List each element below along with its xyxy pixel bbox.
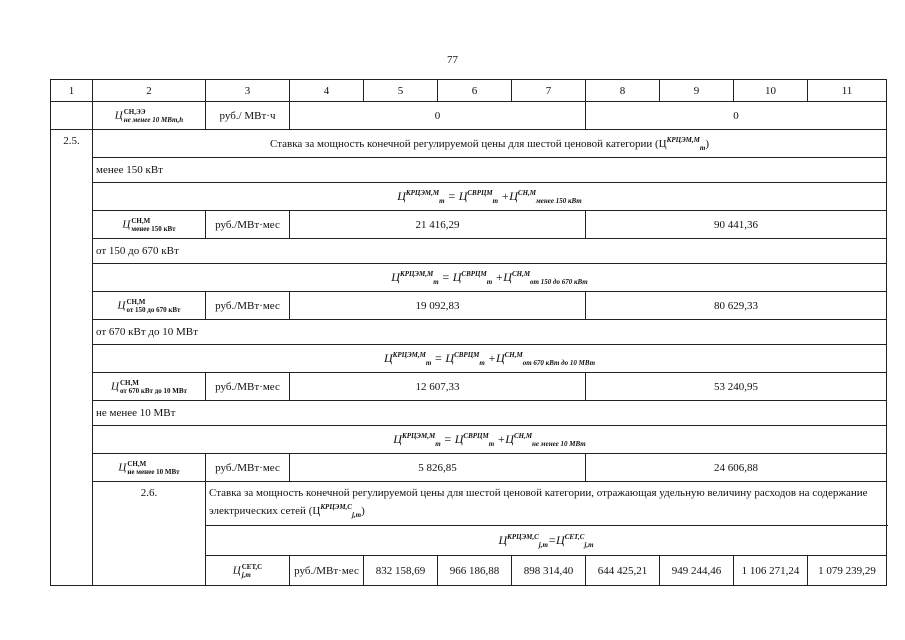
section-title: Ставка за мощность конечной регулируемой цены для шестой ценовой категории $(Ц^{КРЦЭМ,М}_m)$ bbox=[93, 130, 887, 158]
rate-symbol: Ц СН,М от 670 кВт до 10 МВт bbox=[93, 373, 206, 401]
header-cell: 6 bbox=[438, 80, 512, 102]
value-cell: 966 186,88 bbox=[438, 556, 512, 586]
value-cell: 5 826,85 bbox=[290, 454, 586, 482]
group-label-row bbox=[51, 239, 887, 264]
unit-cell: руб./МВт·мес bbox=[290, 556, 364, 586]
header-cell: 7 bbox=[512, 80, 586, 102]
table-row bbox=[51, 373, 887, 401]
page-number: 77 bbox=[447, 54, 458, 66]
formula-row bbox=[51, 264, 887, 292]
rate-symbol: Ц СН,М от 150 до 670 кВт bbox=[93, 292, 206, 320]
table-row bbox=[51, 292, 887, 320]
unit-cell: руб./МВт·мес bbox=[206, 292, 290, 320]
rate-symbol: Ц СЕТ,С j,m bbox=[206, 556, 290, 586]
value-cell: 19 092,83 bbox=[290, 292, 586, 320]
tariff-table bbox=[50, 79, 887, 586]
table-row bbox=[51, 102, 887, 130]
header-cell: 4 bbox=[290, 80, 364, 102]
header-cell: 8 bbox=[586, 80, 660, 102]
formula: $Ц^{КРЦЭМ,М}_m = Ц^{СВРЦМ}_m +Ц^{СН,М}_{не менее 10 МВт}$ bbox=[93, 426, 887, 454]
value-cell: 0 bbox=[586, 102, 887, 130]
section-title-row bbox=[51, 130, 887, 158]
value-cell: 832 158,69 bbox=[364, 556, 438, 586]
rate-symbol: Ц СН,ЭЭ не менее 10 МВт,h bbox=[93, 102, 206, 130]
table-row bbox=[51, 454, 887, 482]
formula: $Ц^{КРЦЭМ,М}_m = Ц^{СВРЦМ}_m +Ц^{СН,М}_{менее 150 кВт}$ bbox=[93, 183, 887, 211]
value-cell: 21 416,29 bbox=[290, 211, 586, 239]
unit-cell: руб./МВт·мес bbox=[206, 373, 290, 401]
unit-cell: руб./МВт·мес bbox=[206, 211, 290, 239]
formula: $Ц^{КРЦЭМ,М}_m = Ц^{СВРЦМ}_m +Ц^{СН,М}_{от 150 до 670 кВт}$ bbox=[93, 264, 887, 292]
section-title: Ставка за мощность конечной регулируемой цены для шестой ценовой категории, отражающая удельную величину расходов на содержание электрических сетей $(Ц^{КРЦЭМ,С}_{j,m})$ bbox=[206, 482, 887, 526]
header-cell: 9 bbox=[660, 80, 734, 102]
value-cell: 12 607,33 bbox=[290, 373, 586, 401]
value-cell: 644 425,21 bbox=[586, 556, 660, 586]
value-cell: 80 629,33 bbox=[586, 292, 887, 320]
value-cell: 0 bbox=[290, 102, 586, 130]
group-label: от 150 до 670 кВт bbox=[93, 239, 887, 264]
value-cell: 24 606,88 bbox=[586, 454, 887, 482]
group-label: менее 150 кВт bbox=[93, 158, 887, 183]
group-label-row bbox=[51, 320, 887, 345]
formula-row bbox=[51, 426, 887, 454]
value-cell: 53 240,95 bbox=[586, 373, 887, 401]
group-label-row bbox=[51, 401, 887, 426]
value-cell: 1 079 239,29 bbox=[808, 556, 887, 586]
value-cell: 898 314,40 bbox=[512, 556, 586, 586]
group-label: от 670 кВт до 10 МВт bbox=[93, 320, 887, 345]
header-cell: 11 bbox=[808, 80, 887, 102]
group-label-row bbox=[51, 158, 887, 183]
formula-row bbox=[51, 345, 887, 373]
header-cell: 10 bbox=[734, 80, 808, 102]
header-cell: 3 bbox=[206, 80, 290, 102]
formula-row bbox=[51, 183, 887, 211]
formula: $Ц^{КРЦЭМ,М}_m = Ц^{СВРЦМ}_m +Ц^{СН,М}_{от 670 кВт до 10 МВт}$ bbox=[93, 345, 887, 373]
header-row bbox=[51, 80, 887, 102]
group-label: не менее 10 МВт bbox=[93, 401, 887, 426]
header-cell: 5 bbox=[364, 80, 438, 102]
unit-cell: руб./ МВт·ч bbox=[206, 102, 290, 130]
rate-symbol: Ц СН,М менее 150 кВт bbox=[93, 211, 206, 239]
value-cell: 90 441,36 bbox=[586, 211, 887, 239]
section-number: 2.6. bbox=[93, 482, 206, 586]
header-cell: 2 bbox=[93, 80, 206, 102]
section-title-row bbox=[51, 482, 887, 526]
unit-cell: руб./МВт·мес bbox=[206, 454, 290, 482]
section-number: 2.5. bbox=[51, 130, 93, 586]
value-cell: 1 106 271,24 bbox=[734, 556, 808, 586]
value-cell: 949 244,46 bbox=[660, 556, 734, 586]
rate-symbol: Ц СН,М не менее 10 МВт bbox=[93, 454, 206, 482]
header-cell: 1 bbox=[51, 80, 93, 102]
formula: $Ц^{КРЦЭМ,С}_{j,m}=Ц^{СЕТ,С}_{j,m}$ bbox=[206, 526, 887, 556]
table-row bbox=[51, 211, 887, 239]
